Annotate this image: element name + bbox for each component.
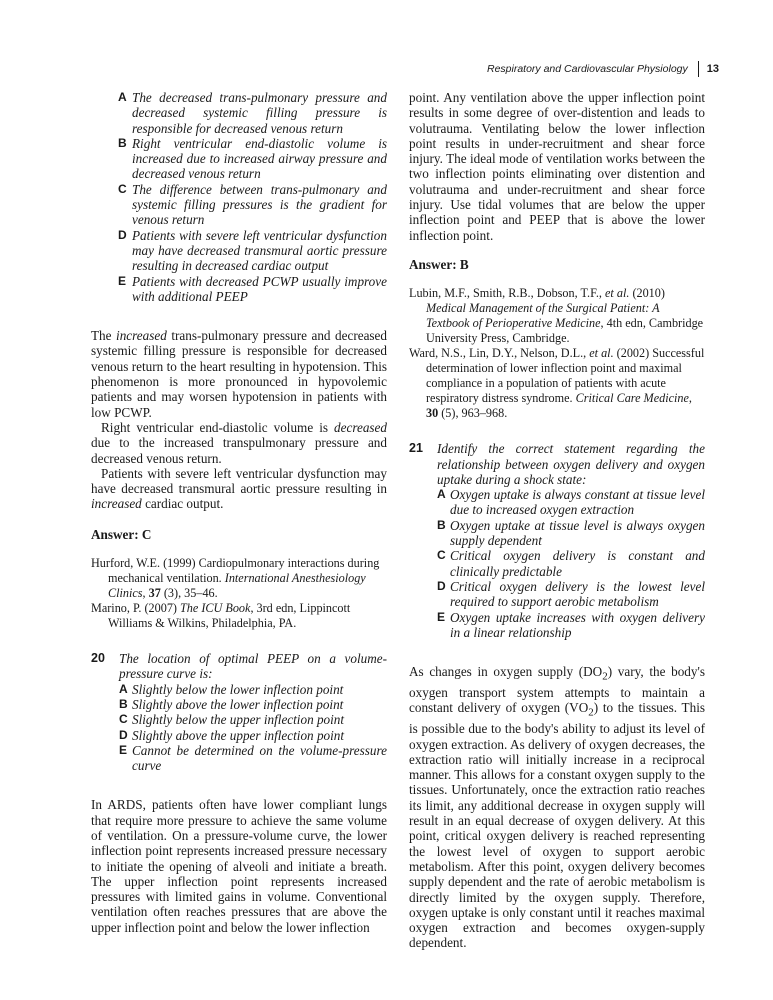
q20-option-c xyxy=(119,712,387,727)
running-title: Respiratory and Cardiovascular Physiology xyxy=(486,63,688,75)
option-letter: E xyxy=(118,273,127,288)
option-text: Slightly above the upper inflection point xyxy=(132,727,345,743)
q21-option-a xyxy=(437,487,705,518)
header-divider xyxy=(698,61,699,77)
reference-item: Hurford, W.E. (1999) Cardiopulmonary interactions during mechanical ventilation. International Anesthesiology Clinics, 37 (3), 35–46. xyxy=(91,556,380,601)
option-letter: C xyxy=(437,548,446,563)
option-letter: D xyxy=(118,227,127,242)
q21-options xyxy=(437,487,705,640)
right-column xyxy=(409,90,705,951)
q19-explanation-1: The increased trans-pulmonary pressure and decreased systemic filling pressure is responsible for decreased venous return to the heart resulting in hypotension. This phenomenon is more pronounced in hypovolemic patients and may worsen hypotension in patients with low PCWP. xyxy=(91,328,387,420)
option-letter: C xyxy=(119,712,128,727)
q19-option-c xyxy=(118,182,387,228)
question-text: The location of optimal PEEP on a volume-pressure curve is: xyxy=(119,651,387,682)
q19-option-e xyxy=(118,274,387,305)
question-stem xyxy=(409,441,705,487)
q19-option-d xyxy=(118,228,387,274)
option-letter: D xyxy=(437,578,446,593)
option-text: Slightly below the lower inflection point xyxy=(132,681,344,697)
q19-explanation-3: Patients with severe left ventricular dysfunction may have decreased transmural aortic pressure resulting in increased cardiac output. xyxy=(91,465,387,512)
option-letter: E xyxy=(119,742,128,757)
q19-references xyxy=(91,556,387,631)
q20-answer: Answer: B xyxy=(409,256,469,272)
q20-option-e xyxy=(119,743,387,774)
option-text: Oxygen uptake increases with oxygen delivery in a linear relationship xyxy=(450,609,705,640)
option-letter: A xyxy=(437,487,446,502)
question-stem xyxy=(91,651,387,682)
q20-references xyxy=(409,286,705,421)
question-number: 21 xyxy=(409,441,423,456)
option-text: Cannot be determined on the volume-pressure curve xyxy=(132,742,387,774)
option-text: The difference between trans-pulmonary and systemic filling pressures is the gradient for venous return xyxy=(132,181,387,228)
option-text: Critical oxygen delivery is constant and clinically predictable xyxy=(450,548,705,579)
option-letter: A xyxy=(119,681,128,696)
option-letter: A xyxy=(118,90,127,104)
left-column xyxy=(91,90,387,935)
option-text: Right ventricular end-diastolic volume is increased due to increased airway pressure and decreased venous return xyxy=(132,135,387,182)
q21-option-d xyxy=(437,579,705,610)
q19-option-a xyxy=(118,90,387,136)
option-letter: C xyxy=(118,181,127,196)
q20-options xyxy=(119,682,387,774)
option-text: Critical oxygen delivery is the lowest level required to support aerobic metabolism xyxy=(450,578,705,610)
q20-option-b xyxy=(119,697,387,712)
q20-explanation: In ARDS, patients often have lower compliant lungs that require more pressure to achieve the same volume of ventilation. On a pressure-volume curve, the lower inflection point represents increased pressure necessary to initiate the opening of alveoli and initiate a breath. The upper inflection point represents increased pressures with limited gains in volume. Conventional ventilation often reaches pressures that are above the upper inflection point and below the lower inflection xyxy=(91,797,387,935)
option-text: Slightly above the lower inflection point xyxy=(132,696,344,712)
question-20 xyxy=(91,651,387,773)
option-text: Patients with decreased PCWP usually improve with additional PEEP xyxy=(132,273,387,304)
page-number: 13 xyxy=(706,63,719,75)
question-21 xyxy=(409,441,705,640)
option-letter: B xyxy=(119,696,128,711)
reference-item: Ward, N.S., Lin, D.Y., Nelson, D.L., et al. (2002) Successful determination of lower inflection point and maximal compliance in a population of patients with acute respiratory distress syndrome. Critical Care Medicine, 30 (5), 963–968. xyxy=(409,346,705,421)
q19-answer: Answer: C xyxy=(91,526,152,542)
q19-explanation-2: Right ventricular end-diastolic volume is decreased due to the increased transpulmonary pressure and decreased venous return. xyxy=(91,419,387,466)
option-letter: E xyxy=(437,609,446,624)
q21-explanation: As changes in oxygen supply $(DO_2)$ vary, the body's oxygen transport system attempts to maintain a constant delivery of oxygen $(VO_2)$ to the tissues. This is possible due to the body's ability to adjust its level of oxygen extraction. As delivery of oxygen decreases, the extraction ratio will initially increase in a reciprocal manner. This allows for a constant oxygen supply to the tissues. Unfortunately, once the extraction ratio reaches its limit, any additional decrease in oxygen supply will result in an equal decrease of oxygen delivery. At this point, critical oxygen delivery is reached representing the lowest level of oxygen to support aerobic metabolism. After this point, oxygen delivery becomes supply dependent and the rate of aerobic metabolism is directly limited by the oxygen supply. Therefore, oxygen uptake is only constant until it reaches maximal oxygen extraction and becomes oxygen-supply dependent. xyxy=(409,664,705,951)
q19-option-b xyxy=(118,136,387,182)
option-text: Slightly below the upper inflection point xyxy=(132,712,345,728)
option-text: The decreased trans-pulmonary pressure and decreased systemic filling pressure is responsible for decreased venous return xyxy=(132,90,387,136)
option-text: Oxygen uptake is always constant at tissue level due to increased oxygen extraction xyxy=(450,487,705,518)
q20-explanation-continued: point. Any ventilation above the upper inflection point results in some degree of over-distention and leads to volutrauma. Ventilating below the lower inflection point results in under-recruitment and shear force injury. The ideal mode of ventilation works between the two inflection points eliminating over distention and volutrauma and under-recruitment and shear force injury. Use tidal volumes that are below the upper inflection point and PEEP that is above the lower inflection point. xyxy=(409,90,705,243)
question-number: 20 xyxy=(91,651,105,666)
option-text: Oxygen uptake at tissue level is always oxygen supply dependent xyxy=(450,517,705,549)
reference-item: Marino, P. (2007) The ICU Book, 3rd edn, Lippincott Williams & Wilkins, Philadelphia, PA. xyxy=(91,601,351,631)
option-text: Patients with severe left ventricular dysfunction may have decreased transmural aortic pressure resulting in decreased cardiac output xyxy=(132,227,387,274)
q20-option-a xyxy=(119,682,387,697)
option-letter: B xyxy=(118,135,127,150)
running-head xyxy=(487,61,719,77)
option-letter: D xyxy=(119,727,128,742)
q20-option-d xyxy=(119,728,387,743)
question-text: Identify the correct statement regarding the relationship between oxygen delivery and oxygen uptake during a shock state: xyxy=(437,441,705,487)
q21-option-c xyxy=(437,548,705,579)
reference-item: Lubin, M.F., Smith, R.B., Dobson, T.F., et al. (2010) Medical Management of the Surgical Patient: A Textbook of Perioperative Medicine, 4th edn, Cambridge University Press, Cambridge. xyxy=(409,286,704,346)
q21-option-e xyxy=(437,610,705,641)
option-letter: B xyxy=(437,517,446,532)
q19-options xyxy=(118,90,387,304)
q21-option-b xyxy=(437,518,705,549)
